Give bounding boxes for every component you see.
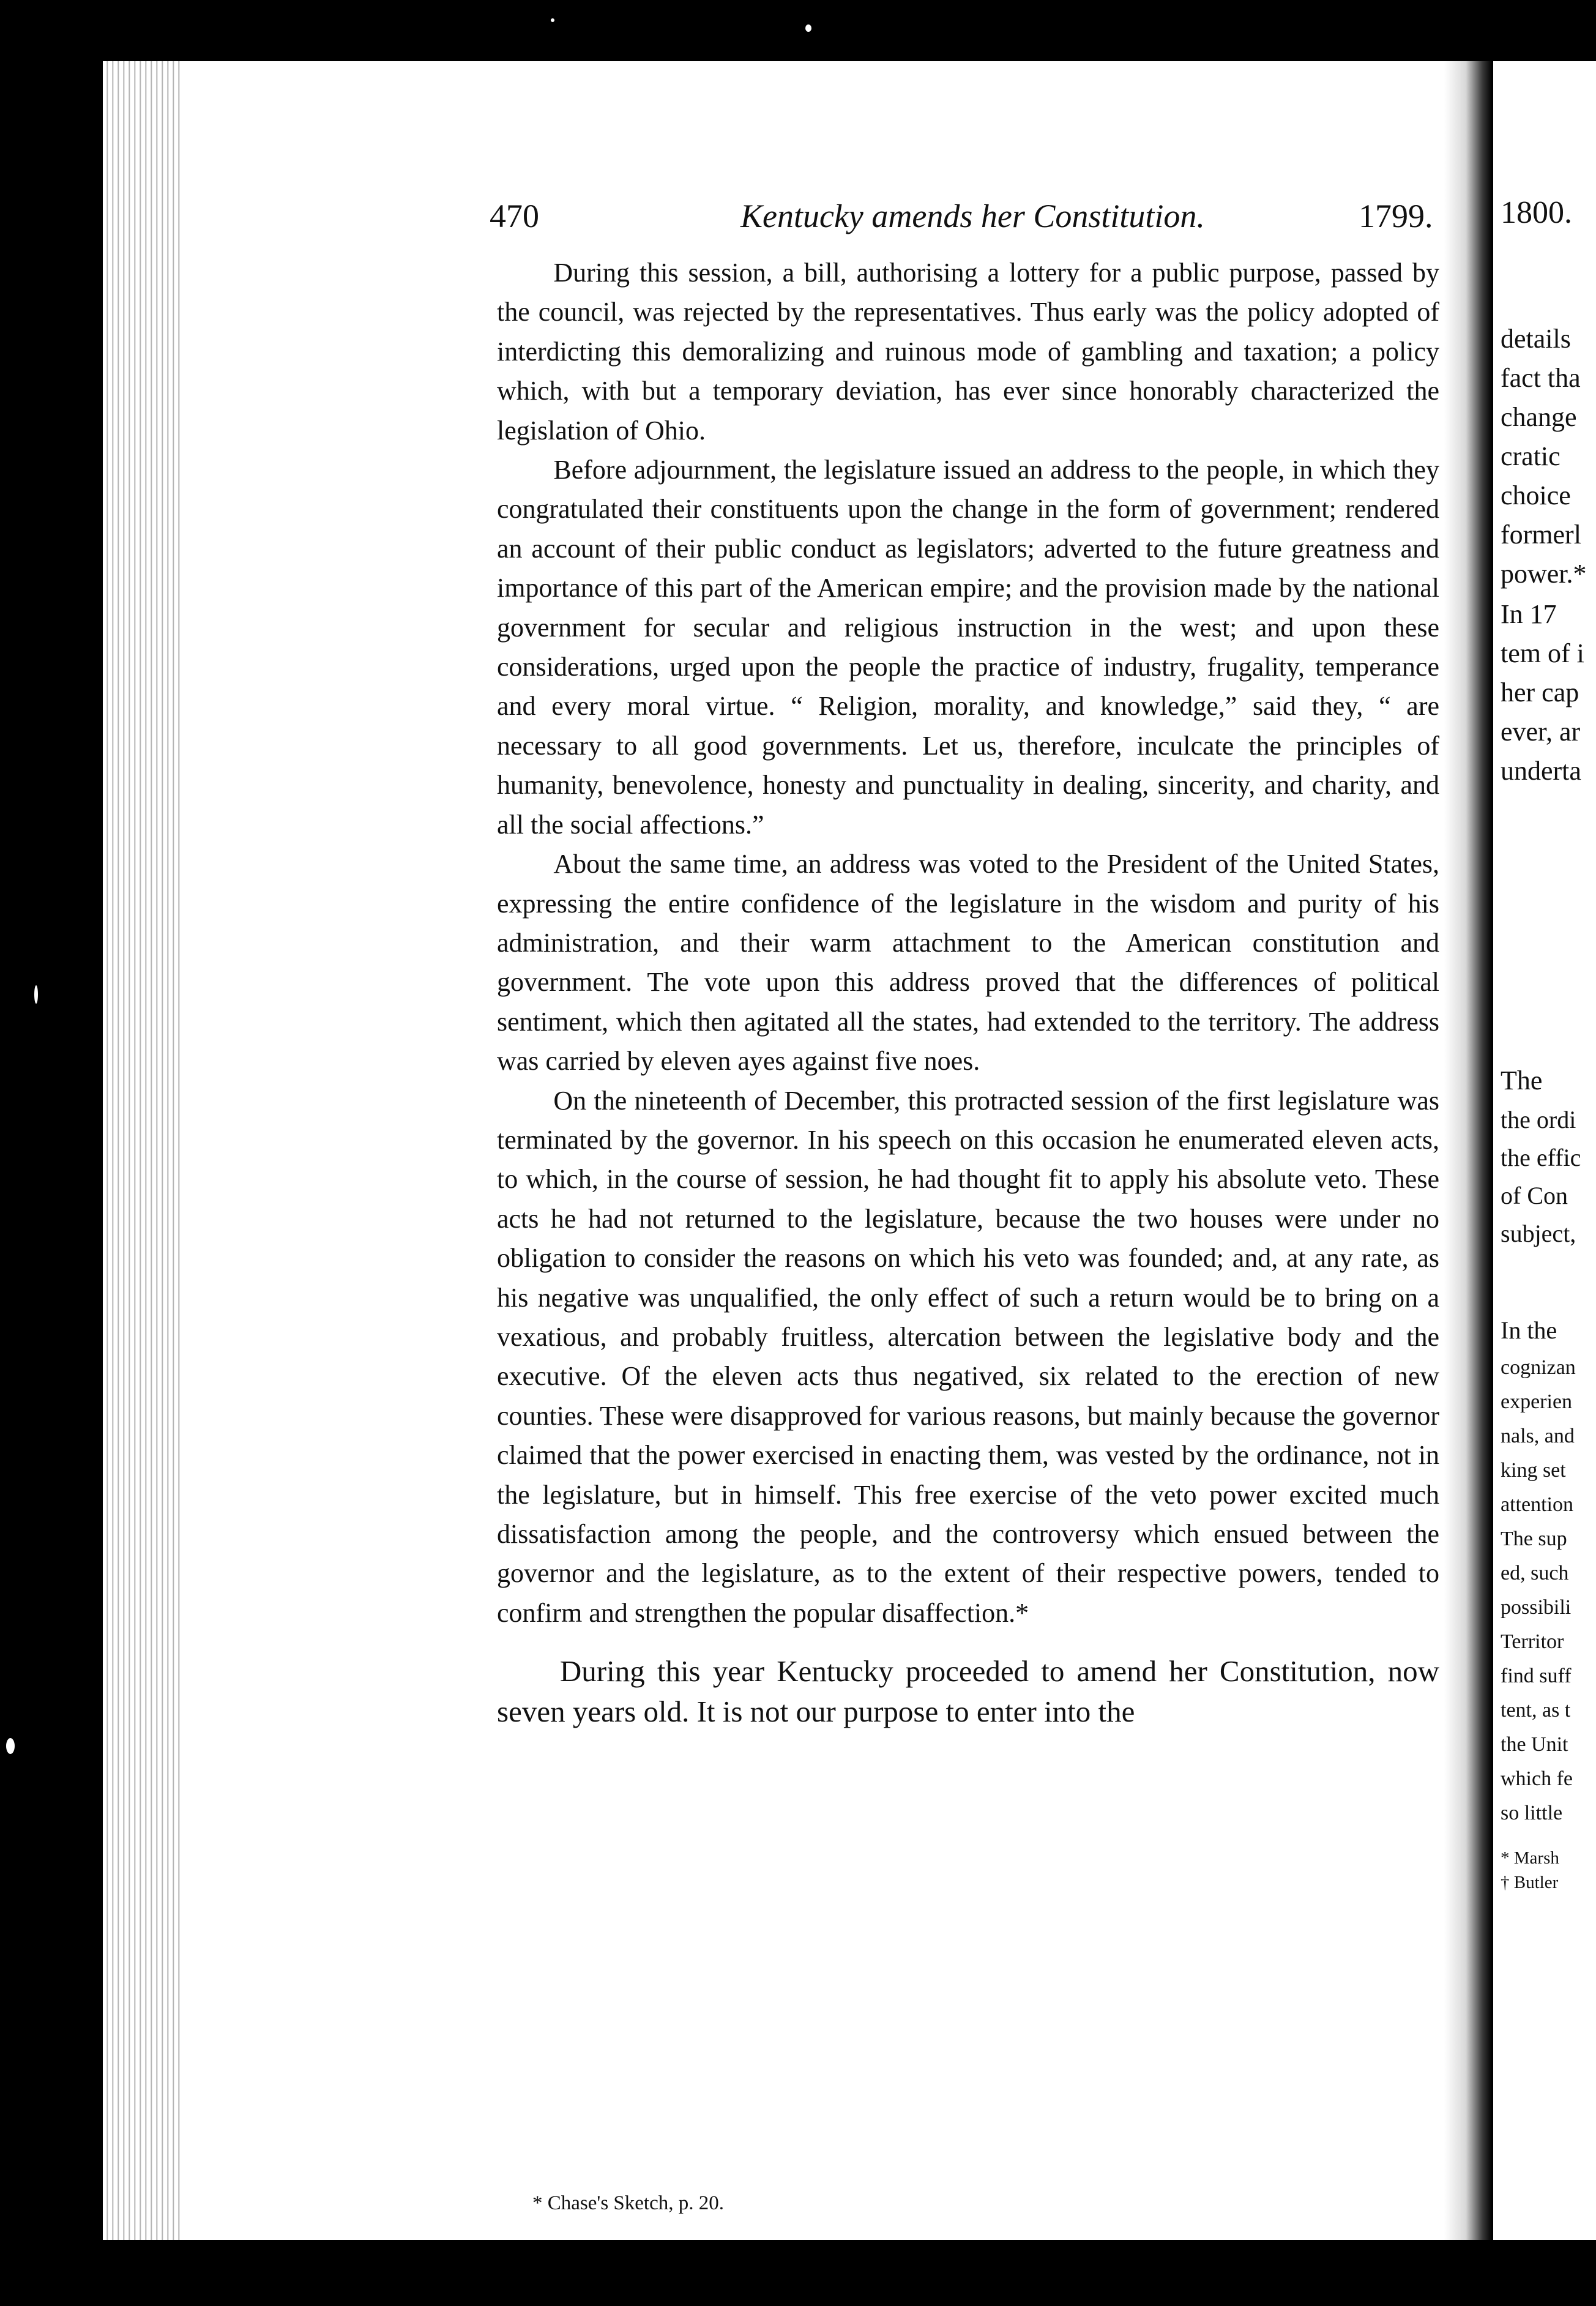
next-page-line: ed, such <box>1501 1562 1569 1584</box>
right-page-partial <box>1493 61 1596 2240</box>
next-page-line: experien <box>1501 1390 1573 1413</box>
next-page-line: The <box>1501 1065 1543 1095</box>
paragraph-lottery: During this session, a bill, authorising a lottery for a public purpose, passed by the council, was rejected by the representatives. Thus early was the policy adopted of interdicting this demoralizing and ruinous mode of gambling and taxation; a policy which, with but a temporary deviation, has ever since honorably characterized the legislation of Ohio. <box>497 258 1439 446</box>
next-page-line: her cap <box>1501 677 1579 707</box>
scan-speck <box>34 985 38 1004</box>
next-page-line: change <box>1501 402 1577 432</box>
next-page-line: attention <box>1501 1493 1573 1516</box>
next-page-line: In 17 <box>1501 599 1557 629</box>
next-page-line: power.* <box>1501 559 1587 589</box>
next-page-line: king set <box>1501 1459 1566 1482</box>
next-page-line: subject, <box>1501 1220 1576 1247</box>
next-page-header: 1800. <box>1501 195 1572 230</box>
book-gutter <box>1444 61 1492 2240</box>
next-page-line: † Butler <box>1501 1873 1559 1892</box>
next-page-line: The sup <box>1501 1528 1567 1550</box>
paragraph-veto: On the nineteenth of December, this protracted session of the first legislature was terminated by the governor. In his speech on this occasion he enumerated eleven acts, to which, in the course of session, he had thought fit to apply his absolute veto. These acts he had not returned to the legislature, because the two houses were under no obligation to consider the reasons on which his veto was founded; and, at any rate, as his negative was unqualified, the only effect of such a return would be to bring on a vexatious, and probably fruitless, altercation between the legislative body and the executive. Of the eleven acts thus negatived, six related to the erection of new counties. These were disapproved for various reasons, but mainly because the governor claimed that the power exercised in enacting them, was vested by the ordinance, not in the legislature, but in himself. This free exercise of the veto power excited much dissatisfaction among the people, and the controversy which ensued between the governor and the legislature, as to the extent of their respective powers, tended to confirm and strengthen the popular disaffection.* <box>497 1085 1439 1628</box>
next-page-line: fact tha <box>1501 363 1581 393</box>
running-title: Kentucky amends her Constitution. <box>740 198 1205 234</box>
next-page-line: formerl <box>1501 520 1581 550</box>
next-page-line: ever, ar <box>1501 717 1581 747</box>
next-page-line: choice <box>1501 480 1571 510</box>
scan-speck <box>6 1738 15 1754</box>
next-page-line: possibili <box>1501 1596 1572 1619</box>
next-page-line: the effic <box>1501 1144 1581 1171</box>
running-year: 1799. <box>1359 198 1433 234</box>
scan-speck <box>805 24 811 32</box>
next-page-line: the ordi <box>1501 1106 1576 1133</box>
paragraph-address-to-president: About the same time, an address was voted to the President of the United States, expressing the entire confidence of the legislature in the wisdom and purity of his administration, and their warm attachment to the American constitution and government. The vote upon this address proved that the differences of political sentiment, which then agitated all the states, had extended to the territory. The address was carried by eleven ayes against five noes. <box>497 849 1439 1077</box>
next-page-line: * Marsh <box>1501 1848 1559 1868</box>
body-text <box>497 253 1439 1732</box>
next-page-line: cratic <box>1501 441 1561 471</box>
next-page-line: nals, and <box>1501 1425 1575 1447</box>
footnote: * Chase's Sketch, p. 20. <box>532 2192 725 2214</box>
next-page-line: Territor <box>1501 1630 1564 1653</box>
next-page-line: tent, as t <box>1501 1699 1571 1722</box>
next-page-line: find suff <box>1501 1665 1572 1687</box>
next-page-line: details <box>1501 324 1571 354</box>
next-page-line: cognizan <box>1501 1356 1576 1379</box>
page-number: 470 <box>490 198 539 234</box>
paragraph-kentucky: During this year Kentucky proceeded to amend her Constitution, now seven years old. It is not our purpose to enter into the <box>497 1654 1439 1729</box>
next-page-line: so little <box>1501 1802 1563 1824</box>
next-page-line: the Unit <box>1501 1733 1568 1756</box>
next-page-line: of Con <box>1501 1182 1568 1209</box>
next-page-line: which fe <box>1501 1767 1573 1790</box>
next-page-line: In the <box>1501 1316 1557 1344</box>
paragraph-address-to-people: Before adjournment, the legislature issued an address to the people, in which they congratulated their constituents upon the change in the form of government; rendered an account of their public conduct as legislators; adverted to the future greatness and importance of this part of the American empire; and the provision made by the national government for secular and religious instruction in the west; and upon these considerations, urged upon the people the practice of industry, frugality, temperance and every moral virtue. “ Religion, morality, and knowledge,” said they, “ are necessary to all good governments. Let us, therefore, inculcate the principles of humanity, benevolence, honesty and punctuality in dealing, sincerity, and charity, and all the social affections.” <box>497 455 1439 840</box>
scan-speck <box>551 18 554 22</box>
next-page-line: tem of i <box>1501 638 1584 668</box>
next-page-line: underta <box>1501 756 1581 786</box>
